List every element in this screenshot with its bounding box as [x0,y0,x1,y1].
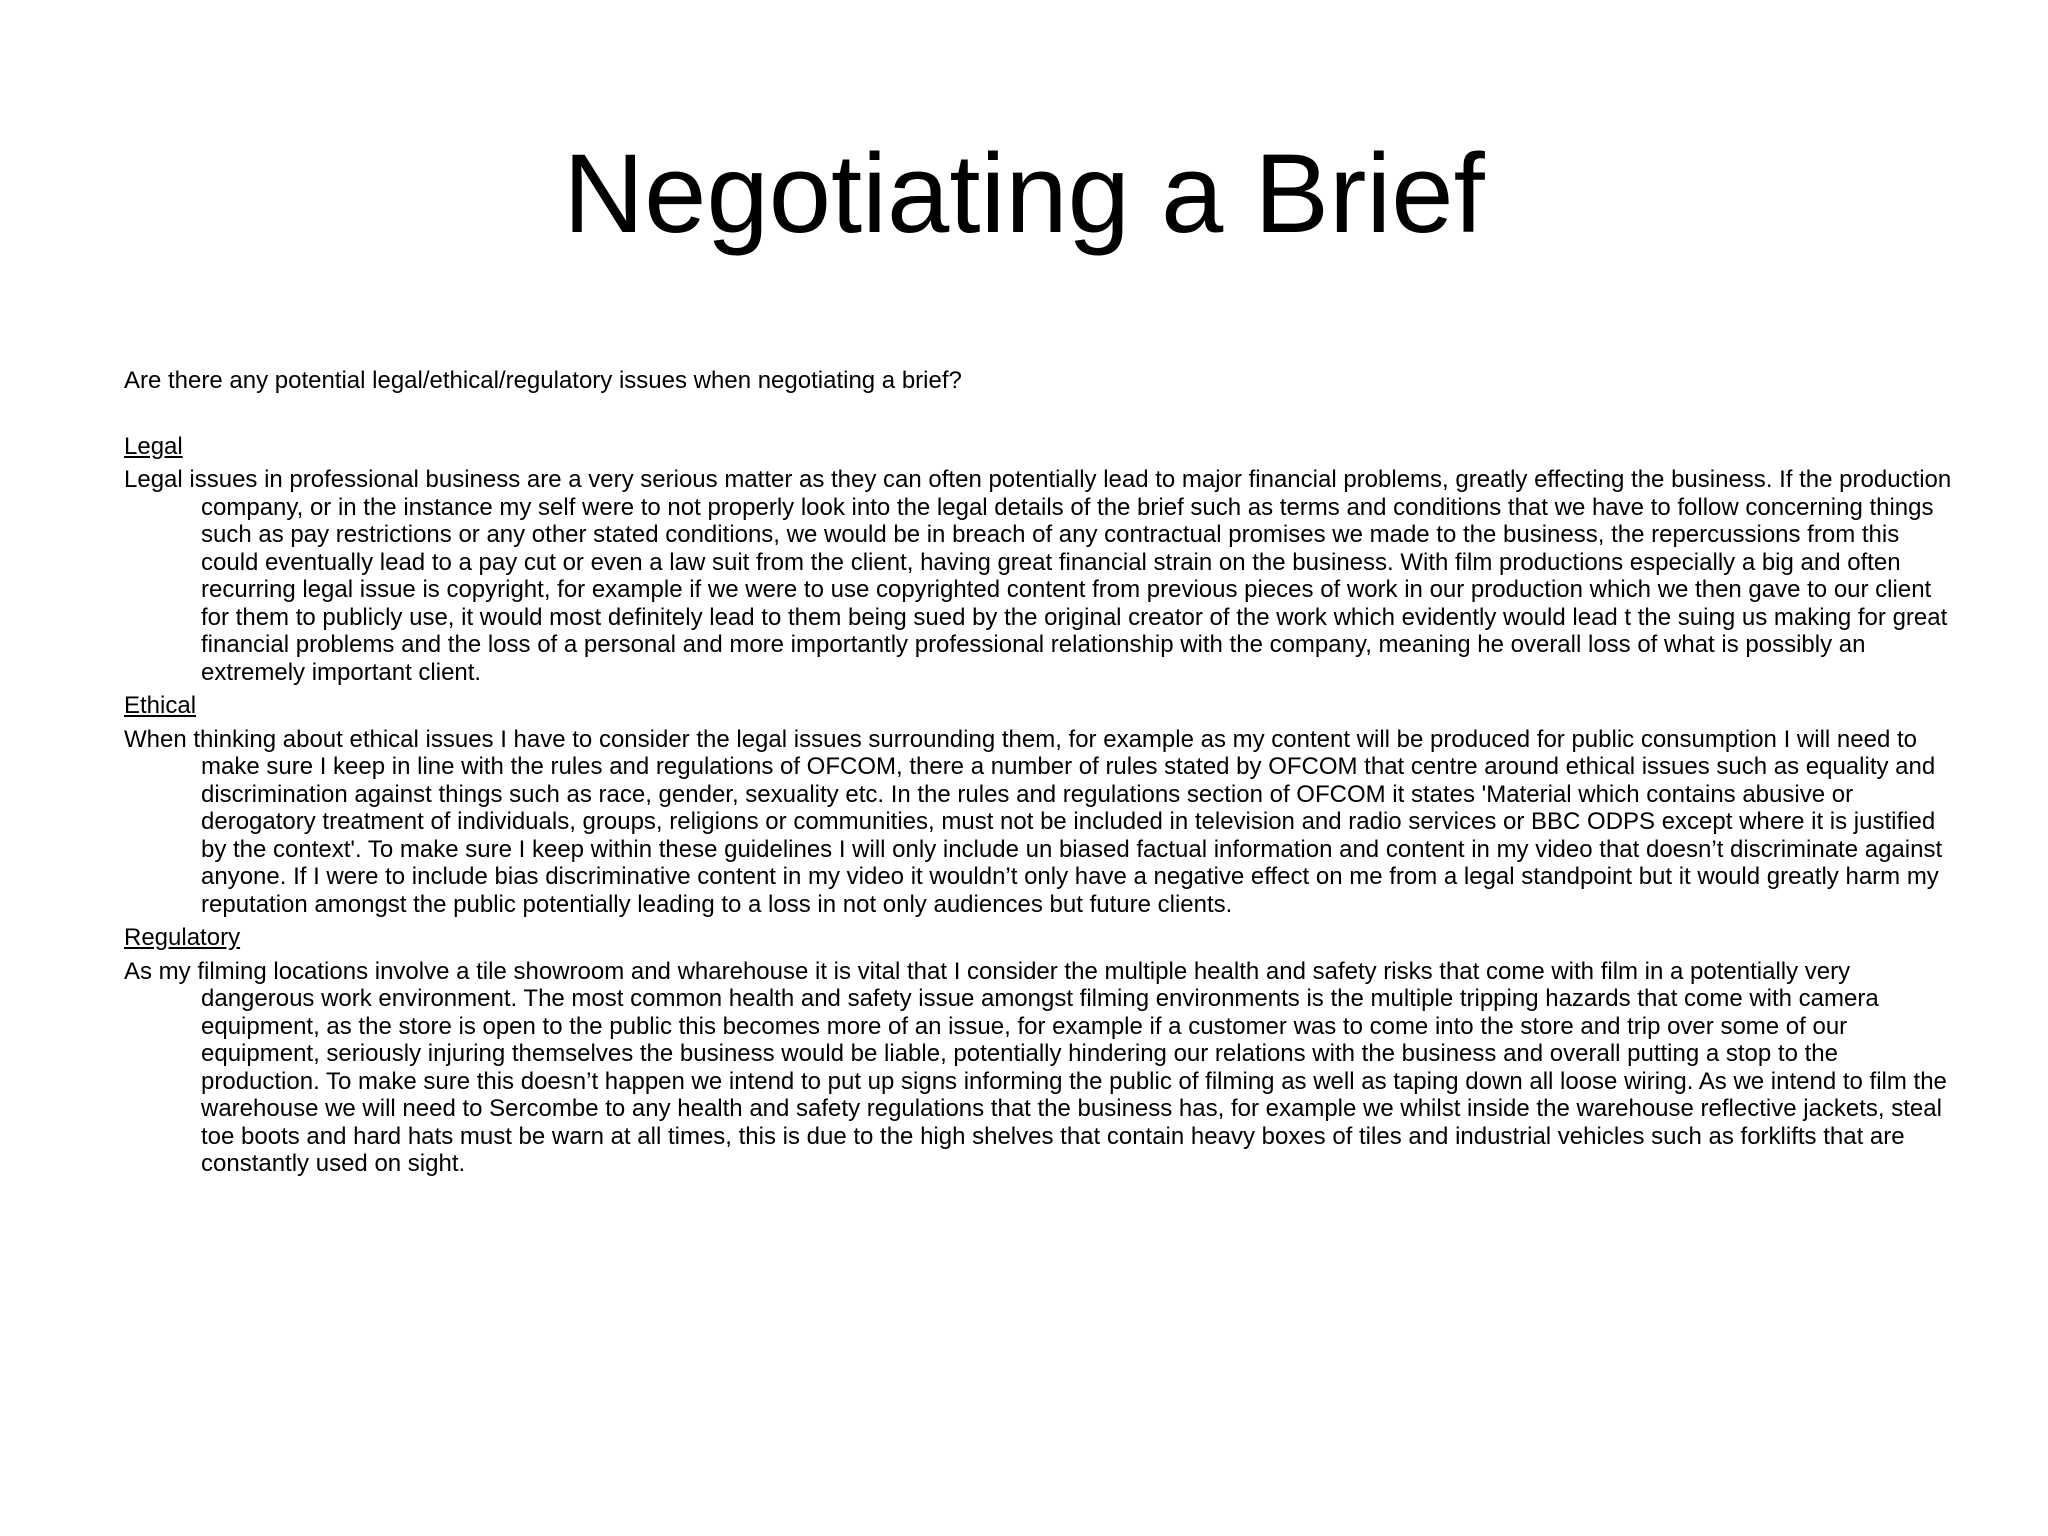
slide-title: Negotiating a Brief [563,131,1485,256]
legal-body: Legal issues in professional business are a very serious matter as they can often potentially lead to major financial problems, greatly effecting the business. If the production company, or in the instance my self were to not properly look into the legal details of the brief such as terms and conditions that we have to follow concerning things such as pay restrictions or any other stated conditions, we would be in breach of any contractual promises we made to the business, the repercussions from this could eventually lead to a pay cut or even a law suit from the client, having great financial strain on the business. With film productions especially a big and often recurring legal issue is copyright, for example if we were to use copyrighted content from previous pieces of work in our production which we then gave to our client for them to publicly use, it would most definitely lead to them being sued by the original creator of the work which evidently would lead t the suing us making for great financial problems and the loss of a personal and more importantly professional relationship with the company, meaning he overall loss of what is possibly an extremely important client. [124,466,1952,686]
legal-heading: Legal [124,432,183,460]
regulatory-section [124,924,1954,1178]
ethical-body: When thinking about ethical issues I have to consider the legal issues surrounding them, for example as my content will be produced for public consumption I will need to make sure I keep in line with the rules and regulations of OFCOM, there a number of rules stated by OFCOM that centre around ethical issues such as equality and discrimination against things such as race, gender, sexuality etc. In the rules and regulations section of OFCOM it states 'Material which contains abusive or derogatory treatment of individuals, groups, religions or communities, must not be included in television and radio services or BBC ODPS except where it is justified by the context'. To make sure I keep within these guidelines I will only include un biased factual information and content in my video that doesn’t discriminate against anyone. If I were to include bias discriminative content in my video it wouldn’t only have a negative effect on me from a legal standpoint but it would greatly harm my reputation amongst the public potentially leading to a loss in not only audiences but future clients. [124,725,1943,918]
regulatory-body: As my filming locations involve a tile showroom and wharehouse it is vital that I consider the multiple health and safety risks that come with film in a potentially very dangerous work environment. The most common health and safety issue amongst filming environments is the multiple tripping hazards that come with camera equipment, as the store is open to the public this becomes more of an issue, for example if a customer was to come into the store and trip over some of our equipment, seriously injuring themselves the business would be liable, potentially hindering our relations with the business and overall putting a stop to the production. To make sure this doesn’t happen we intend to put up signs informing the public of filming as well as taping down all loose wiring. As we intend to film the warehouse we will need to Sercombe to any health and safety regulations that the business has, for example we whilst inside the warehouse reflective jackets, steal toe boots and hard hats must be warn at all times, this is due to the high shelves that contain heavy boxes of tiles and industrial vehicles such as forklifts that are constantly used on sight. [124,957,1947,1177]
regulatory-heading: Regulatory [124,924,241,951]
ethical-section [124,692,1954,918]
ethical-heading: Ethical [124,692,197,719]
legal-section [124,433,1954,687]
slide-content [124,367,1954,1184]
intro-question: Are there any potential legal/ethical/regulatory issues when negotiating a brief? [124,367,962,394]
